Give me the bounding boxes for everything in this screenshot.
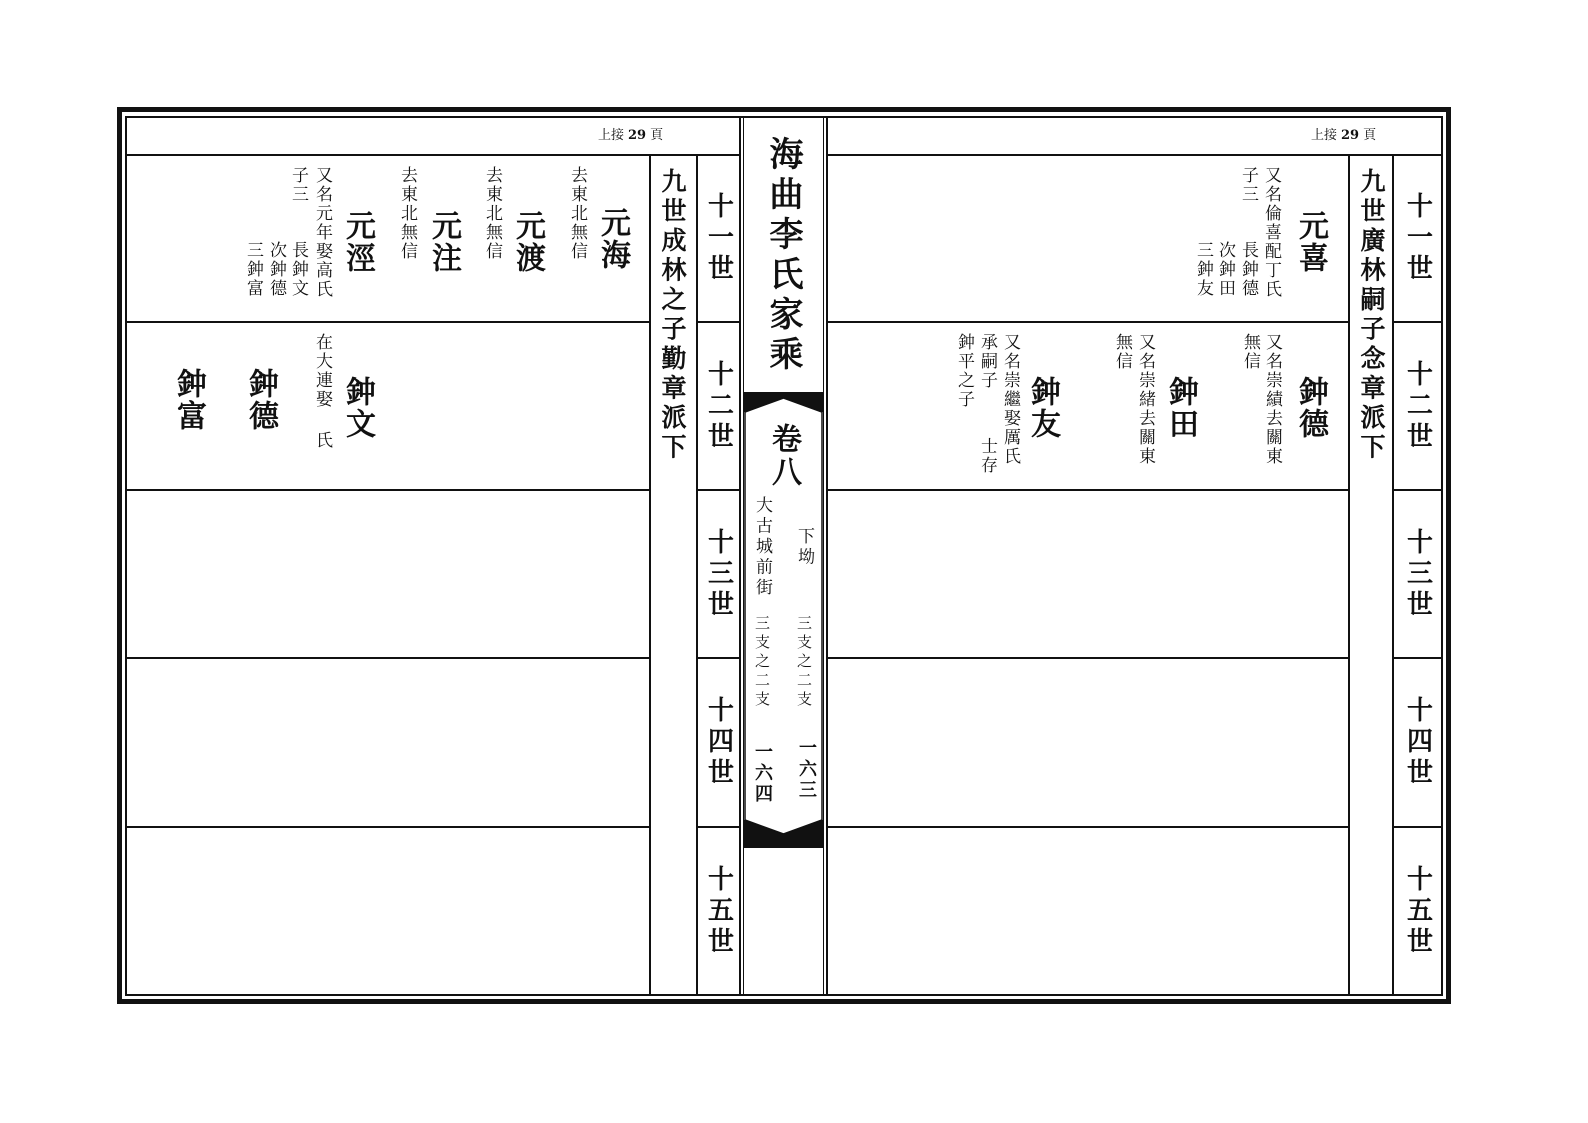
child-note: 三鈡友: [1193, 241, 1213, 298]
person-name: 鈡德: [243, 368, 278, 432]
continuation-note: [598, 128, 663, 144]
row-divider: [828, 489, 1348, 491]
person-note: 又名崇繼娶厲氏: [1000, 333, 1020, 466]
continuation-page-number: 29: [628, 128, 647, 143]
person-name: 元涇: [340, 210, 375, 274]
generation-label: 十四世: [703, 696, 734, 789]
child-note: 長鈡德: [1238, 241, 1258, 298]
generation-label: 十五世: [703, 865, 734, 958]
person-note: 無信: [1112, 333, 1132, 371]
generation-label: 十一世: [703, 192, 734, 285]
person-note: 去東北無信: [482, 166, 502, 261]
person-name: 鈡富: [171, 368, 206, 432]
person-note: 又名崇績去關東: [1262, 333, 1282, 466]
genealogy-title: 海曲李氏家乘: [763, 136, 803, 376]
generation-cell: [698, 659, 739, 826]
place-name: 大古城前街: [752, 496, 772, 599]
spine-border: [823, 118, 824, 995]
page-number: 一六三: [796, 738, 817, 801]
generation-label: 十三世: [1402, 527, 1433, 621]
person-name: 鈡田: [1163, 376, 1198, 440]
continuation-note: [1311, 128, 1376, 144]
spine-border: [826, 118, 828, 995]
generation-cell: [1394, 828, 1441, 995]
generation-label: 十四世: [1402, 696, 1433, 789]
person-name: 鈡德: [1293, 376, 1328, 440]
row-divider: [828, 826, 1348, 828]
person-note: 鈡平之子: [954, 333, 974, 409]
person-note: 又名崇緒去關東: [1135, 333, 1155, 466]
header-divider: [127, 154, 739, 156]
generation-cell: [1394, 323, 1441, 489]
continuation-suffix: 頁: [1363, 128, 1377, 143]
generation-cell: [1394, 156, 1441, 321]
generation-label: 十三世: [703, 527, 734, 621]
branch-label: 三支之二支: [753, 615, 771, 710]
person-name: 鈡文: [340, 376, 375, 440]
generation-cell: [1394, 659, 1441, 826]
child-note: 次鈡田: [1215, 241, 1235, 298]
person-name: 元喜: [1293, 210, 1328, 274]
lineage-title: 九世成林之子勤章派下: [658, 168, 687, 463]
person-note: 士存: [977, 437, 997, 475]
lineage-column-divider: [649, 155, 651, 995]
branch-label: 三支之二支: [795, 615, 813, 710]
continuation-prefix: 上接: [598, 128, 625, 143]
person-note: 去東北無信: [397, 166, 417, 261]
continuation-prefix: 上接: [1311, 128, 1338, 143]
place-name: 下坳: [794, 527, 814, 568]
row-divider: [127, 826, 649, 828]
person-name: 元海: [595, 207, 630, 271]
row-divider: [127, 657, 649, 659]
person-note: 在大連娶 氏: [312, 333, 332, 450]
child-note: 三鈡富: [243, 241, 263, 298]
lineage-column-divider: [1348, 155, 1350, 995]
person-name: 元注: [426, 210, 461, 274]
person-note: 去東北無信: [567, 166, 587, 261]
generation-cell: [698, 323, 739, 489]
child-note: 長鈡文: [288, 241, 308, 298]
generation-label: 十二世: [703, 359, 734, 453]
lineage-title: 九世廣林嗣子念章派下: [1357, 168, 1386, 463]
children-count: 子三: [288, 166, 308, 204]
generation-cell: [1394, 491, 1441, 657]
row-divider: [828, 321, 1348, 323]
children-count: 子三: [1238, 166, 1258, 204]
row-divider: [127, 489, 649, 491]
generation-label: 十五世: [1402, 865, 1433, 958]
continuation-suffix: 頁: [650, 128, 664, 143]
person-name: 鈡友: [1025, 376, 1060, 440]
page-number: 一六四: [752, 742, 773, 805]
volume-label: 卷八: [766, 423, 801, 489]
spine-border: [739, 118, 741, 995]
generation-cell: [698, 491, 739, 657]
child-note: 次鈡德: [266, 241, 286, 298]
person-name: 元渡: [510, 210, 545, 274]
row-divider: [127, 321, 649, 323]
generation-label: 十一世: [1402, 192, 1433, 285]
generation-label: 十二世: [1402, 359, 1433, 453]
generation-cell: [698, 828, 739, 995]
person-note: 承嗣子: [977, 333, 997, 390]
row-divider: [828, 657, 1348, 659]
continuation-page-number: 29: [1341, 128, 1360, 143]
person-note: 無信: [1240, 333, 1260, 371]
person-note: 又名元年娶高氏: [312, 166, 332, 299]
person-note: 又名倫喜配丁氏: [1261, 166, 1281, 299]
generation-cell: [698, 156, 739, 321]
